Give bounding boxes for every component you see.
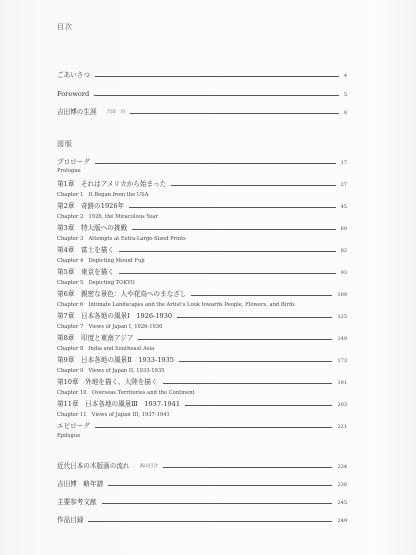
entry-english: Chapter 1 It Began from the USA bbox=[57, 192, 149, 198]
entry-english: Chapter 10 Overseas Territories and the Continent bbox=[57, 390, 195, 396]
toc-entry-chapter-9 bbox=[57, 357, 347, 364]
leader-line bbox=[171, 185, 335, 186]
leader-line bbox=[132, 229, 335, 230]
entry-page: 173 bbox=[337, 357, 347, 364]
entry-page: 5 bbox=[343, 91, 347, 98]
leader-line bbox=[88, 521, 332, 522]
entry-label: 第2章 奇跡の1926年 bbox=[57, 202, 125, 210]
entry-english: Chapter 6 Intimate Landscapes and the Artist's Look towards People, Flowers, and Birds bbox=[57, 302, 295, 308]
plates-heading: 図版 bbox=[57, 140, 73, 148]
entry-label: 第3章 特大版への挑戦 bbox=[57, 224, 128, 232]
toc-entry-catalogue bbox=[57, 517, 347, 524]
entry-english: Chapter 7 Views of Japan I, 1926-1930 bbox=[57, 324, 163, 330]
entry-page: 69 bbox=[340, 225, 347, 232]
leader-line bbox=[95, 427, 332, 428]
entry-english: Chapter 11 Views of Japan III, 1937-1941 bbox=[57, 412, 170, 418]
leader-line bbox=[179, 361, 332, 362]
entry-label: 第8章 印度と東南アジア bbox=[57, 334, 134, 342]
leader-line bbox=[185, 405, 332, 406]
entry-author: 吉田 司 bbox=[106, 110, 125, 115]
leader-line bbox=[95, 76, 339, 77]
toc-entry-chapter-3 bbox=[57, 225, 347, 232]
toc-title: 目次 bbox=[57, 23, 73, 31]
toc-entry-chapter-4 bbox=[57, 247, 347, 254]
entry-page: 234 bbox=[337, 463, 347, 470]
entry-label: 第6章 親密な景色：人や花鳥へのまなざし bbox=[57, 290, 187, 298]
leader-line bbox=[119, 273, 336, 274]
leader-line bbox=[129, 207, 335, 208]
toc-entry-chapter-1 bbox=[57, 181, 347, 188]
entry-label: Foreword bbox=[57, 90, 90, 98]
toc-entry-prologue bbox=[57, 159, 347, 166]
entry-label: 吉田博の生涯 bbox=[57, 108, 97, 116]
entry-english: Chapter 5 Depicting TOKYO bbox=[57, 280, 135, 286]
toc-entry-chapter-11 bbox=[57, 401, 347, 408]
entry-label: プロローグ bbox=[57, 158, 90, 166]
entry-page: 191 bbox=[337, 379, 347, 386]
entry-page: 221 bbox=[337, 423, 347, 430]
page-edge-shadow bbox=[380, 0, 416, 555]
entry-english: Chapter 8 India and Southeast Asia bbox=[57, 346, 155, 352]
entry-label: 第7章 日本各地の風景Ⅰ 1926-1930 bbox=[57, 312, 173, 320]
leader-line bbox=[130, 113, 339, 114]
leader-line bbox=[119, 251, 336, 252]
entry-label: 作品目録 bbox=[57, 516, 84, 524]
toc-entry-epilogue bbox=[57, 423, 347, 430]
entry-page: 203 bbox=[337, 401, 347, 408]
entry-english: Epilogue bbox=[57, 433, 81, 439]
entry-page: 8 bbox=[343, 109, 347, 116]
toc-entry-chapter-6 bbox=[57, 291, 347, 298]
entry-label: 主要参考文献 bbox=[57, 498, 97, 506]
leader-line bbox=[94, 95, 339, 96]
toc-entry-chapter-10 bbox=[57, 379, 347, 386]
entry-label: 第10章 外地を描く、大陸を描く bbox=[57, 378, 158, 386]
toc-entry-chapter-5 bbox=[57, 269, 347, 276]
entry-page: 109 bbox=[337, 291, 347, 298]
toc-entry-bibliography bbox=[57, 499, 347, 506]
toc-entry-chapter-2 bbox=[57, 203, 347, 210]
entry-page: 249 bbox=[337, 517, 347, 524]
entry-page: 125 bbox=[337, 313, 347, 320]
toc-entry-greeting bbox=[57, 72, 347, 79]
leader-line bbox=[163, 383, 333, 384]
entry-english: Prologue bbox=[57, 168, 81, 174]
leader-line bbox=[138, 339, 332, 340]
entry-label: 吉田博 略年譜 bbox=[57, 480, 104, 488]
leader-line bbox=[163, 467, 333, 468]
entry-english: Chapter 3 Attempts at Extra-Large-Sized Prints bbox=[57, 236, 186, 242]
entry-label: 第4章 富士を描く bbox=[57, 246, 114, 254]
entry-page: 45 bbox=[340, 203, 347, 210]
entry-english: Chapter 4 Depicting Mount Fuji bbox=[57, 258, 145, 264]
entry-label: エピローグ bbox=[57, 422, 90, 430]
entry-label: 第1章 それはアメリカから始まった bbox=[57, 180, 167, 188]
entry-page: 93 bbox=[340, 269, 347, 276]
entry-page: 4 bbox=[343, 72, 347, 79]
entry-label: ごあいさつ bbox=[57, 71, 90, 79]
toc-entry-chronology bbox=[57, 481, 347, 488]
toc-entry-chapter-8 bbox=[57, 335, 347, 342]
entry-author: 高山百合 bbox=[139, 464, 158, 469]
toc-entry-foreword bbox=[57, 91, 347, 98]
entry-label: 第5章 東京を描く bbox=[57, 268, 114, 276]
leader-line bbox=[191, 295, 332, 296]
entry-english: Chapter 2 1926, the Miraculous Year bbox=[57, 214, 158, 220]
entry-english: Chapter 9 Views of Japan II, 1933-1935 bbox=[57, 368, 165, 374]
entry-label: 第9章 日本各地の風景Ⅱ 1933-1935 bbox=[57, 356, 174, 364]
entry-page: 238 bbox=[337, 481, 347, 488]
toc-entry-chapter-7 bbox=[57, 313, 347, 320]
entry-label: 第11章 日本各地の風景Ⅲ 1937-1941 bbox=[57, 400, 181, 408]
entry-page: 82 bbox=[340, 247, 347, 254]
leader-line bbox=[177, 317, 332, 318]
entry-page: 149 bbox=[337, 335, 347, 342]
entry-page: 17 bbox=[340, 159, 347, 166]
leader-line bbox=[108, 485, 332, 486]
toc-entry-life bbox=[57, 109, 347, 116]
toc-entry-woodblock-history bbox=[57, 463, 347, 470]
leader-line bbox=[102, 503, 333, 504]
entry-page: 245 bbox=[337, 499, 347, 506]
entry-label: 近代日本の木版画の流れ bbox=[57, 462, 130, 470]
entry-page: 27 bbox=[340, 181, 347, 188]
leader-line bbox=[95, 163, 336, 164]
